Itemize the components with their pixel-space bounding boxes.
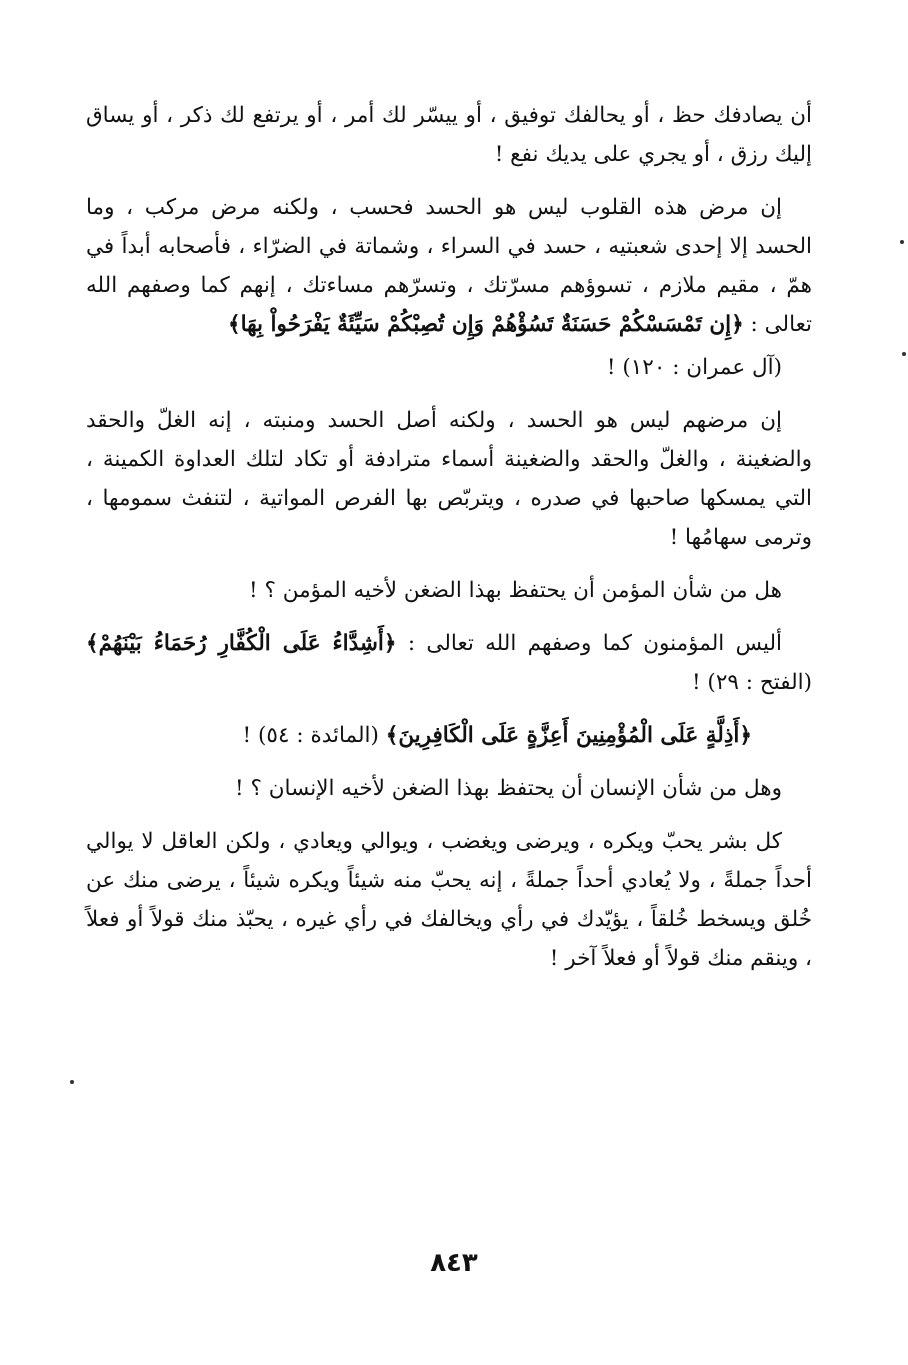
- paragraph-5-text: أليس المؤمنون كما وصفهم الله تعالى :: [407, 631, 782, 656]
- paragraph-1: أن يصادفك حظ ، أو يحالفك توفيق ، أو ييسّر لك أمر ، أو يرتفع لك ذكر ، أو يساق إليك رزق ، أو يجري على يديك نفع !: [86, 103, 812, 167]
- page-number: ٨٤٣: [430, 1248, 478, 1278]
- quran-line-3: [86, 716, 812, 755]
- quran-ref-1: (آل عمران : ١٢٠) !: [606, 355, 782, 380]
- scan-mark: [902, 352, 906, 356]
- scan-mark: [70, 1080, 74, 1084]
- paragraph-7: كل بشر يحبّ ويكره ، ويرضى ويغضب ، ويوالي ويعادي ، ولكن العاقل لا يوالي أحداً جملةً ، ولا يُعادي أحداً جملةً ، إنه يحبّ منه شيئاً ويكره شيئاً ، يرضى منك عن خُلق ويسخط خُلقاً ، يؤيّدك في رأي ويخالفك في رأي غيره ، يحبّذ منك قولاً أو فعلاً ، وينقم منك قولاً أو فعلاً آخر !: [86, 829, 812, 971]
- paragraph-3: إن مرضهم ليس هو الحسد ، ولكنه أصل الحسد ومنبته ، إنه الغلّ والحقد والضغينة ، والغلّ والحقد والضغينة أسماء مترادفة أو تكاد لتلك العداوة الكمينة ، التي يمسكها صاحبها في صدره ، ويتربّص بها الفرص المواتية ، لتنفث سمومها ، وترمى سهامُها !: [86, 408, 812, 550]
- quran-ref-2: (الفتح : ٢٩) !: [691, 670, 812, 695]
- paragraph-5: [86, 624, 812, 702]
- quran-ref-3: (المائدة : ٥٤) !: [242, 723, 379, 748]
- quran-quote-2: ﴿أَشِدَّاءُ عَلَى الْكُفَّارِ رُحَمَاءُ بَيْنَهُمْ﴾: [86, 631, 397, 656]
- paragraph-2-text: إن مرض هذه القلوب ليس هو الحسد فحسب ، ولكنه مرض مركب ، وما الحسد إلا إحدى شعبتيه ، حسد في السراء ، وشماتة في الضرّاء ، فأصحابه أبداً في همّ ، مقيم ملازم ، تسوؤهم مسرّتك ، وتسرّهم مساءتك ، إنهم كما وصفهم الله تعالى :: [86, 195, 812, 337]
- paragraph-2: [86, 188, 812, 387]
- paragraph-4: هل من شأن المؤمن أن يحتفظ بهذا الضغن لأخيه المؤمن ؟ !: [249, 578, 782, 603]
- quran-quote-3: ﴿أَذِلَّةٍ عَلَى الْمُؤْمِنِينَ أَعِزَّةٍ عَلَى الْكَافِرِينَ﴾: [385, 723, 752, 748]
- quran-quote-1: ﴿إِن تَمْسَسْكُمْ حَسَنَةٌ تَسُؤْهُمْ وَإِن تُصِبْكُمْ سَيِّئَةٌ يَفْرَحُواْ بِهَا﴾: [227, 312, 744, 337]
- page-body: [86, 96, 812, 992]
- paragraph-6: وهل من شأن الإنسان أن يحتفظ بهذا الضغن لأخيه الإنسان ؟ !: [235, 776, 782, 801]
- scan-mark: [900, 240, 904, 244]
